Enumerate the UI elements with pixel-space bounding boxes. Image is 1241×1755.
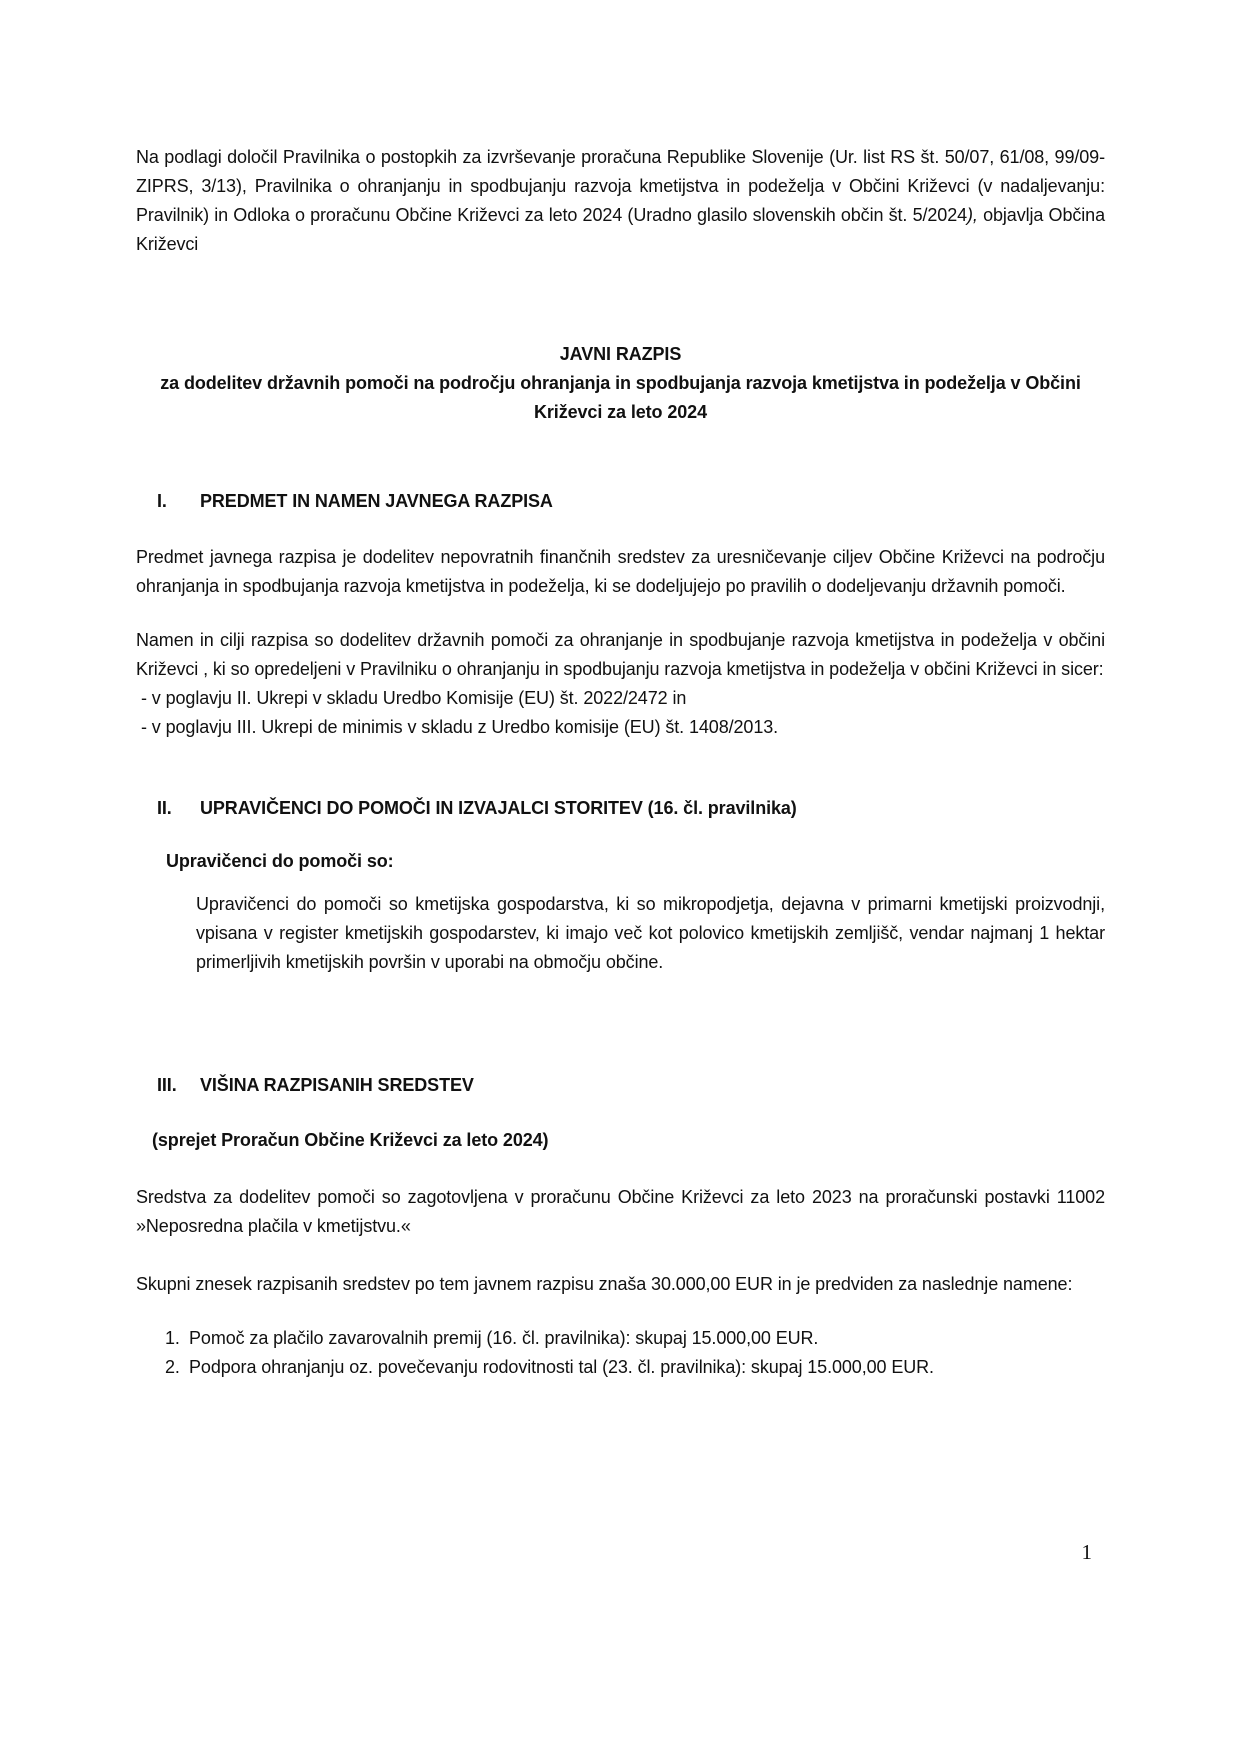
section-1-dash-item-2: - v poglavju III. Ukrepi de minimis v skladu z Uredbo komisije (EU) št. 1408/2013.: [141, 717, 779, 737]
section-1-heading-text: PREDMET IN NAMEN JAVNEGA RAZPISA: [200, 491, 553, 511]
intro-paragraph: [136, 143, 1105, 259]
list-item-number: 1.: [165, 1328, 180, 1348]
intro-text-italic: ),: [967, 205, 978, 225]
section-3-number: III.: [157, 1075, 177, 1095]
list-item-text: Pomoč za plačilo zavarovalnih premij (16. čl. pravilnika): skupaj 15.000,00 EUR.: [189, 1328, 819, 1348]
list-item-number: 2.: [165, 1357, 180, 1377]
intro-text-after: objavlja Občina Križevci: [136, 205, 1105, 254]
section-1-heading: [136, 487, 1105, 516]
section-3-heading-text: VIŠINA RAZPISANIH SREDSTEV: [200, 1075, 474, 1095]
section-2-number: II.: [157, 798, 172, 818]
section-2-paragraph-1: Upravičenci do pomoči so kmetijska gospodarstva, ki so mikropodjetja, dejavna v primarni kmetijski proizvodnji, vpisana v register kmetijskih gospodarstev, ki imajo več kot polovico kmetijskih zemljišč, vendar najmanj 1 hektar primerljivih kmetijskih površin v uporabi na območju občine.: [196, 894, 1105, 972]
section-1-paragraph-2: Namen in cilji razpisa so dodelitev državnih pomoči za ohranjanje in spodbujanje razvoja kmetijstva in podeželja v občini Križevci , ki so opredeljeni v Pravilniku o ohranjanju in spodbujanju razvoja kmetijstva in podeželja v občini Križevci in sicer:: [136, 630, 1105, 679]
document-title-block: [136, 340, 1105, 427]
document-subtitle: za dodelitev državnih pomoči na področju ohranjanja in spodbujanja razvoja kmetijstva in podeželja v Občini Križevci za leto 2024: [160, 373, 1081, 422]
section-3-paragraph-1: Sredstva za dodelitev pomoči so zagotovljena v proračunu Občine Križevci za leto 2023 na proračunski postavki 11002 »Neposredna plačila v kmetijstvu.«: [136, 1187, 1105, 1236]
section-3-numbered-list: [136, 1324, 1105, 1382]
section-3-heading: [136, 1071, 1105, 1100]
section-1-number: I.: [157, 491, 167, 511]
section-1-paragraph-1: Predmet javnega razpisa je dodelitev nepovratnih finančnih sredstev za uresničevanje ciljev Občine Križevci na področju ohranjanja in spodbujanja razvoja kmetijstva in podeželja, ki se dodeljujejo po pravilih o dodeljevanju državnih pomoči.: [136, 547, 1105, 596]
section-3-paragraph-2: Skupni znesek razpisanih sredstev po tem javnem razpisu znaša 30.000,00 EUR in je predviden za naslednje namene:: [136, 1274, 1073, 1294]
list-item: [136, 1324, 1105, 1353]
section-2-subheading: Upravičenci do pomoči so:: [166, 851, 394, 871]
section-1-dash-item-1: - v poglavju II. Ukrepi v skladu Uredbo Komisije (EU) št. 2022/2472 in: [141, 688, 687, 708]
section-3-subheading: (sprejet Proračun Občine Križevci za leto 2024): [152, 1130, 549, 1150]
list-item-text: Podpora ohranjanju oz. povečevanju rodovitnosti tal (23. čl. pravilnika): skupaj 15.000,00 EUR.: [189, 1357, 934, 1377]
section-2-heading: [136, 794, 1105, 823]
section-2-heading-text: UPRAVIČENCI DO POMOČI IN IZVAJALCI STORITEV (16. čl. pravilnika): [200, 798, 797, 818]
intro-text-before: Na podlagi določil Pravilnika o postopkih za izvrševanje proračuna Republike Slovenije (Ur. list RS št. 50/07, 61/08, 99/09-ZIPRS, 3/13), Pravilnika o ohranjanju in spodbujanju razvoja kmetijstva in podeželja v Občini Križevci (v nadaljevanju: Pravilnik) in Odloka o proračunu Občine Križevci za leto 2024 (Uradno glasilo slovenskih občin št. 5/2024: [136, 147, 1105, 225]
page-number: 1: [1081, 1540, 1092, 1564]
list-item: [136, 1353, 1105, 1382]
document-title: JAVNI RAZPIS: [559, 344, 682, 364]
